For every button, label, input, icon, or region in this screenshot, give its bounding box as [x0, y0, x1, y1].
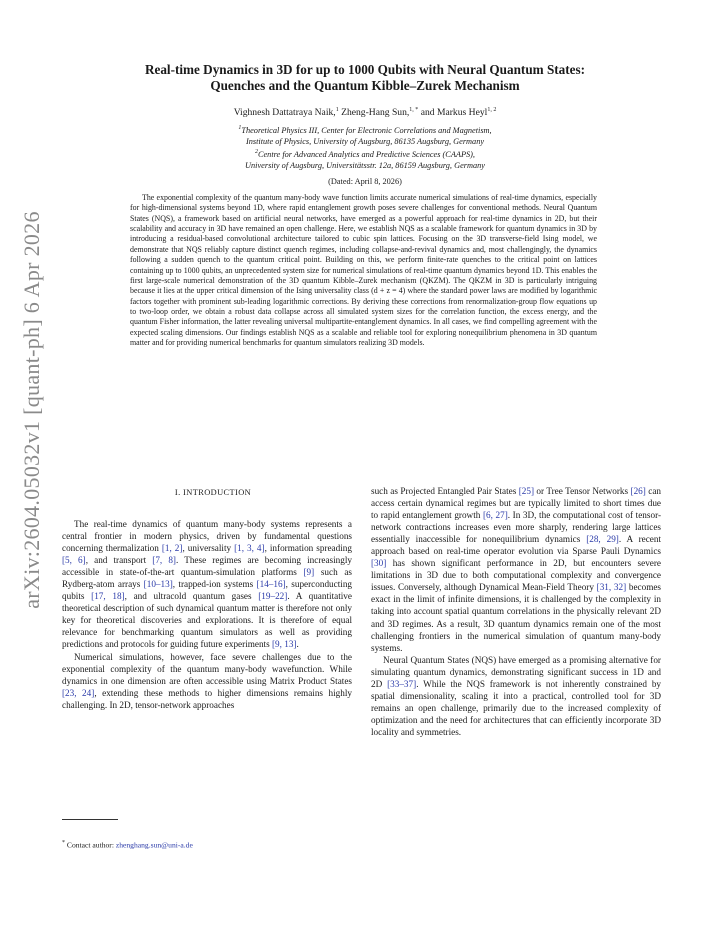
- section-heading: I. INTRODUCTION: [174, 488, 252, 497]
- contact-email-link[interactable]: zhenghang.sun@uni-a.de: [115, 840, 193, 850]
- intro-paragraph-2: [62, 651, 352, 711]
- citation-link[interactable]: [7, 8]: [152, 555, 176, 566]
- body-text: such as Rydberg-atom arrays: [62, 567, 352, 590]
- intro-paragraph-1: [62, 518, 352, 651]
- body-text: becomes exact in the limit of infinite dimensions, it is challenged by the complexity in taking into account spatial quantum correlations in the physically relevant 2D and 3D regimes. As a result, 3D quantum dynamics remain one of the most challenging frontiers in the numerical simulation of quantum many-body systems.: [371, 582, 661, 653]
- author-1-affil: 1: [335, 107, 339, 113]
- author-1: Vighnesh Dattatraya Naik,: [233, 107, 336, 119]
- citation-link[interactable]: [9, 13]: [272, 639, 297, 650]
- arxiv-identifier: [4, 150, 60, 670]
- citation-link[interactable]: [5, 6]: [62, 555, 86, 566]
- body-text: , and transport: [85, 555, 153, 566]
- date-line: (Dated: April 8, 2026): [328, 177, 402, 186]
- body-text: .: [296, 639, 299, 650]
- citation-link[interactable]: [14–16]: [256, 579, 286, 590]
- citation-link[interactable]: [6, 27]: [482, 510, 508, 521]
- footnote-mark: *: [62, 840, 65, 846]
- column-right: [371, 485, 661, 738]
- paper-title: [80, 62, 650, 93]
- body-text: or Tree Tensor Networks: [534, 486, 631, 496]
- author-2-affil: 1, *: [409, 107, 419, 113]
- citation-link[interactable]: [33–37]: [387, 678, 417, 689]
- citation-link[interactable]: [25]: [518, 486, 535, 496]
- arxiv-identifier-text: arXiv:2604.05032v1 [quant-ph] 6 Apr 2026: [19, 211, 44, 609]
- affiliations: [80, 123, 650, 171]
- citation-link[interactable]: [9]: [303, 567, 315, 578]
- body-text: . In 3D, the computational cost of tensor-network contractions increases even more sharply, rendering large lattices essentially inaccessible for nonequilibrium dynamics: [371, 510, 662, 545]
- title-line-2: Quenches and the Quantum Kibble–Zurek Mechanism: [210, 77, 520, 93]
- citation-link[interactable]: [19–22]: [258, 591, 288, 602]
- body-text: . While the NQS framework is not inherently constrained by spatial dimensionality, scaling it into a practical, controlled tool for 3D remains an open challenge, primarily due to the increased complexity of optimization and the need for architectures that can efficiently incorporate 3D locality and symmetries.: [371, 678, 662, 737]
- citation-link[interactable]: [28, 29]: [586, 534, 619, 545]
- footnote: [62, 840, 193, 850]
- affiliation-line-2: Institute of Physics, University of Augsburg, 86135 Augsburg, Germany: [245, 136, 485, 146]
- body-text: , trapped-ion systems: [172, 579, 257, 590]
- intro-paragraph-4: [371, 654, 661, 738]
- author-list: [80, 107, 650, 118]
- intro-paragraph-3: [371, 485, 661, 654]
- body-text: can access certain dynamical regimes but are typically limited to short times due to rapid entanglement growth: [371, 486, 662, 521]
- citation-link[interactable]: [26]: [630, 486, 646, 496]
- author-2: Zheng-Hang Sun,: [338, 107, 410, 119]
- body-text: , and ultracold quantum gases: [124, 591, 259, 602]
- title-line-1: Real-time Dynamics in 3D for up to 1000 Qubits with Neural Quantum States:: [144, 62, 586, 77]
- body-text: Neural Quantum States (NQS) have emerged as a promising alternative for simulating quantum dynamics, demonstrating significant success in 1D and 2D: [371, 654, 661, 689]
- citation-link[interactable]: [30]: [371, 558, 387, 569]
- citation-link[interactable]: [1, 2]: [161, 543, 183, 554]
- abstract: The exponential complexity of the quantum many-body wave function limits accurate numerical simulations of real-time dynamics, especially for high-dimensional systems beyond 1D, where rapid entanglement growth poses severe challenges for conventional methods. Neural Quantum States (NQS), a framework based on artificial neural networks, have emerged as a powerful approach for real-time dynamics in 2D, but their scalability and accuracy in 3D have remained an open challenge. Here, we establish NQS as a scalable framework for quantum dynamics in 3D by introducing a residual-based convolutional architecture tailored to cubic spin lattices. Focusing on the 3D transverse-field Ising model, we demonstrate that NQS reliably capture distinct quench regimes, including collapse-and-revival dynamics and, most challengingly, the dynamics following a sudden quench to the quantum critical point. Building on this, we perform finite-rate quenches to the critical point on lattices containing up to 1000 qubits, an unprecedented system size for numerical simulations of real-time quantum dynamics beyond 1D. This enables the first large-scale numerical demonstration of the 3D quantum Kibble–Zurek mechanism (QKZM). The QKZM in 3D is particularly intriguing because it lies at the upper critical dimension of the Ising universality class (d + z = 4) where the standard power laws are modified by logarithmic factors together with prominent sub-leading logarithmic corrections. By deriving these corrections from renormalization-group flow equations up to two-loop order, we obtain a robust data collapse across all simulated system sizes for the correlation function, the excess energy, and the quantum Fisher information, the latter revealing universal multipartite-entanglement dynamics. In all cases, we find compelling agreement with the expected scaling dimensions. Our findings establish NQS as a scalable and reliable tool for exploring nonequilibrium phenomena in 3D quantum matter and for providing numerical benchmarks for quantum simulators realizing 3D models.: [130, 193, 597, 348]
- affiliation-line-1: $^1$Theoretical Physics III, Center for Electronic Correlations and Magnetism,: [238, 125, 492, 135]
- body-text: Numerical simulations, however, face severe challenges due to the exponential complexity of the quantum many-body wavefunction. While dynamics in one dimension are often accessible using Matrix Product States: [62, 651, 352, 686]
- author-3: and Markus Heyl: [418, 107, 488, 119]
- affiliation-line-3: $^2$Centre for Advanced Analytics and Predictive Sciences (CAAPS),: [254, 149, 476, 159]
- body-text: , information spreading: [264, 543, 352, 554]
- footnote-rule: [62, 819, 118, 820]
- body-text: . A quantitative theoretical description of such dynamical quantum matter is therefore not only key for theoretical discoveries and explorations. It is therefore of equal relevance for benchmarking quantum simulators as well as providing predictions and protocols for guiding future experiments: [62, 591, 352, 650]
- affiliation-line-4: University of Augsburg, Universitätsstr. 12a, 86159 Augsburg, Germany: [245, 161, 485, 171]
- footnote-label: Contact author:: [65, 840, 116, 850]
- body-text: , universality: [182, 543, 235, 554]
- body-text: The real-time dynamics of quantum many-body systems represents a central frontier in modern physics, driven by fundamental questions concerning thermalization: [62, 519, 352, 554]
- column-left: [62, 518, 352, 711]
- author-3-affil: 1, 2: [487, 107, 497, 113]
- citation-link[interactable]: [23, 24]: [62, 687, 95, 698]
- body-text: such as Projected Entangled Pair States: [371, 486, 519, 496]
- citation-link[interactable]: [10–13]: [143, 579, 173, 590]
- body-text: has shown significant performance in 2D, but encounters severe limitations in 3D due to both computational complexity and convergence issues. Conversely, although Dynamical Mean-Field Theory: [371, 558, 661, 593]
- body-text: , extending these methods to higher dimensions remains highly challenging. In 2D, tensor-network approaches: [62, 687, 352, 710]
- body-text: , superconducting qubits: [62, 579, 353, 602]
- body-text: . A recent approach based on real-time operator evolution via Sparse Pauli Dynamics: [371, 534, 662, 557]
- citation-link[interactable]: [1, 3, 4]: [234, 543, 265, 554]
- citation-link[interactable]: [31, 32]: [596, 582, 627, 593]
- body-text: . These regimes are becoming increasingly accessible in state-of-the-art quantum-simulation platforms: [62, 555, 353, 578]
- citation-link[interactable]: [17, 18]: [91, 591, 125, 602]
